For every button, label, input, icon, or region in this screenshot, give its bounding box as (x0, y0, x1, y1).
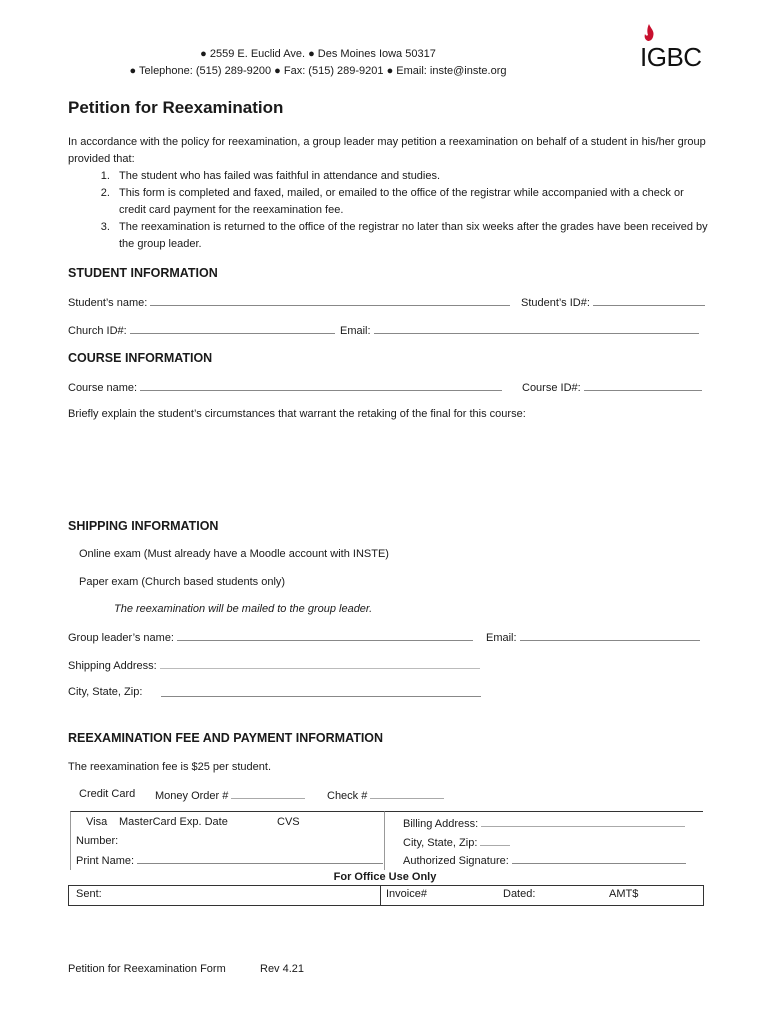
course-id-field[interactable] (584, 380, 702, 391)
shipping-city-row (161, 686, 481, 700)
condition-item: 3. The reexamination is returned to the office of the registrar no later than six weeks after the grades have been received by the group leader. (113, 219, 708, 253)
course-name-field[interactable] (140, 380, 502, 391)
print-name-row (76, 853, 383, 867)
signature-label: Authorized Signature: (403, 855, 509, 867)
condition-item: 2. This form is completed and faxed, mailed, or emailed to the office of the registrar while accompanied with a check or credit card payment for the reexamination fee. (113, 185, 708, 219)
signature-row (403, 853, 686, 867)
student-heading: STUDENT INFORMATION (68, 266, 218, 280)
visa-option[interactable]: Visa (86, 816, 108, 828)
student-id-field[interactable] (593, 295, 705, 306)
page-title: Petition for Reexamination (68, 98, 284, 117)
billing-city-row (403, 835, 510, 849)
student-email-label: Email: (340, 325, 371, 337)
credit-card-option[interactable]: Credit Card (79, 788, 136, 800)
money-order-row (155, 788, 305, 802)
leader-name-row (68, 630, 473, 644)
payment-heading: REEXAMINATION FEE AND PAYMENT INFORMATION (68, 731, 384, 745)
course-id-label: Course ID#: (522, 382, 581, 394)
header-address: ● 2559 E. Euclid Ave. ● Des Moines Iowa 50317 (200, 48, 436, 60)
leader-email-row (486, 630, 700, 644)
money-order-option[interactable]: Money Order # (155, 790, 229, 802)
online-exam-option[interactable]: Online exam (Must already have a Moodle account with INSTE) (79, 548, 389, 560)
course-heading: COURSE INFORMATION (68, 351, 213, 365)
money-order-field[interactable] (231, 788, 305, 799)
course-id-row (522, 380, 702, 394)
billing-city-field[interactable] (480, 835, 510, 846)
leader-email-field[interactable] (520, 630, 700, 641)
student-name-row (68, 295, 510, 309)
office-amt-label: AMT$ (609, 888, 639, 900)
shipping-address-field[interactable] (160, 658, 480, 669)
fee-text: The reexamination fee is $25 per student. (68, 761, 272, 773)
card-number-label: Number: (76, 835, 119, 847)
check-field[interactable] (370, 788, 444, 799)
student-email-field[interactable] (374, 323, 699, 334)
header-contact: ● Telephone: (515) 289-9200 ● Fax: (515) 289-9201 ● Email: inste@inste.org (129, 65, 507, 77)
student-name-label: Student’s name: (68, 297, 148, 309)
paper-exam-option[interactable]: Paper exam (Church based students only) (79, 576, 286, 588)
footer-revision: Rev 4.21 (260, 963, 305, 975)
student-email-row (340, 323, 699, 337)
billing-address-field[interactable] (481, 816, 685, 827)
check-row (327, 788, 444, 802)
mastercard-exp-label[interactable]: MasterCard Exp. Date (119, 816, 228, 828)
conditions-list (68, 168, 708, 253)
print-name-label: Print Name: (76, 855, 135, 867)
check-option[interactable]: Check # (327, 790, 368, 802)
explain-textarea[interactable] (68, 426, 702, 500)
office-invoice-label: Invoice# (386, 888, 427, 900)
office-sent-label: Sent: (76, 888, 102, 900)
shipping-city-label: City, State, Zip: (68, 686, 143, 698)
church-id-label: Church ID#: (68, 325, 127, 337)
leader-email-label: Email: (486, 632, 517, 644)
footer-form-name: Petition for Reexamination Form (68, 963, 226, 975)
billing-city-label: City, State, Zip: (403, 837, 478, 849)
cvs-label: CVS (277, 816, 300, 828)
billing-address-row (403, 816, 685, 830)
student-name-field[interactable] (150, 295, 510, 306)
leader-name-label: Group leader’s name: (68, 632, 174, 644)
billing-address-label: Billing Address: (403, 818, 479, 830)
igbc-logo (638, 24, 718, 74)
shipping-address-row (68, 658, 480, 672)
church-id-row (68, 323, 335, 337)
mailing-note: The reexamination will be mailed to the group leader. (114, 603, 373, 615)
shipping-heading: SHIPPING INFORMATION (68, 519, 219, 533)
condition-item: 1. The student who has failed was faithful in attendance and studies. (113, 168, 708, 185)
explain-label: Briefly explain the student’s circumstances that warrant the retaking of the final for this course: (68, 408, 526, 420)
course-name-label: Course name: (68, 382, 138, 394)
shipping-address-label: Shipping Address: (68, 660, 157, 672)
intro-text: In accordance with the policy for reexamination, a group leader may petition a reexamination on behalf of a student in his/her group provided that: (68, 136, 706, 165)
leader-name-field[interactable] (177, 630, 473, 641)
student-id-row (521, 295, 705, 309)
signature-field[interactable] (512, 853, 686, 864)
course-name-row (68, 380, 502, 394)
logo-text: IGBC (640, 42, 702, 72)
shipping-city-field[interactable] (161, 686, 481, 697)
church-id-field[interactable] (130, 323, 335, 334)
intro-block (68, 134, 708, 253)
office-divider (380, 886, 381, 905)
student-id-label: Student’s ID#: (521, 297, 590, 309)
office-dated-label: Dated: (503, 888, 536, 900)
print-name-field[interactable] (137, 853, 383, 864)
office-use-heading: For Office Use Only (333, 871, 437, 883)
